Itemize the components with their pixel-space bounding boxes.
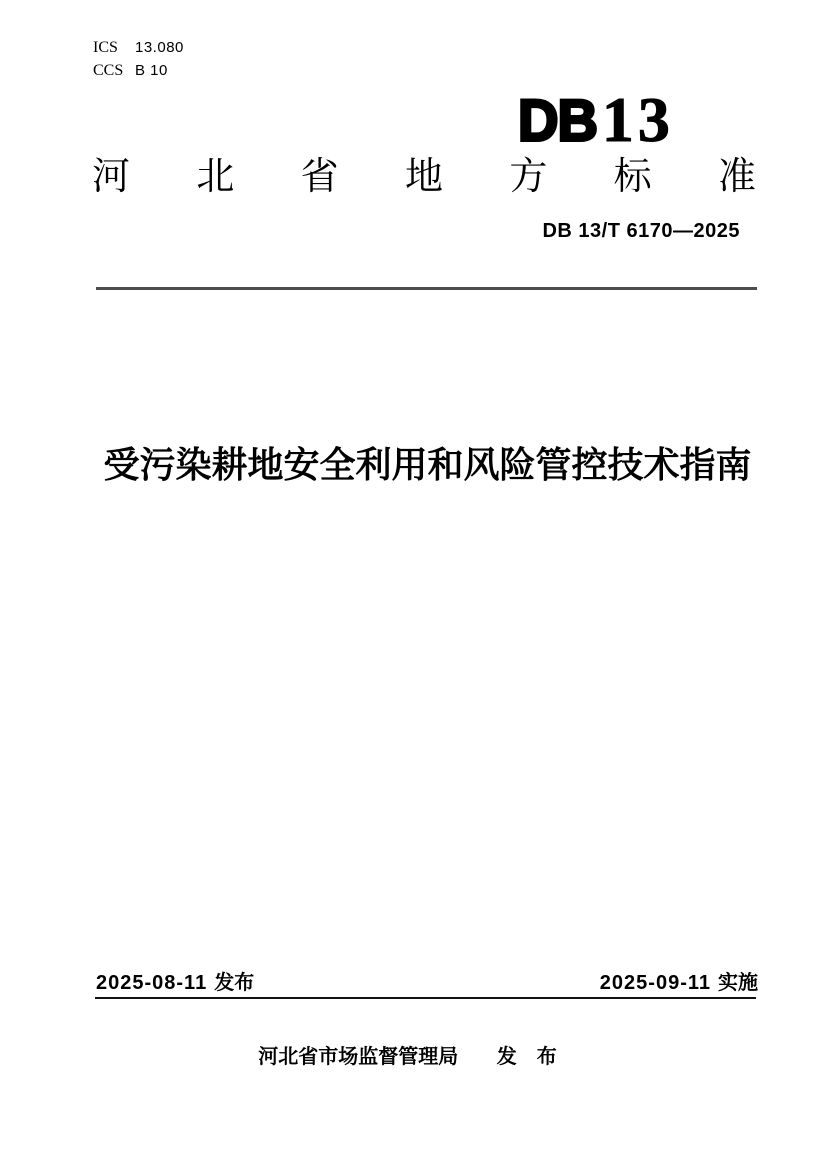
classification-block — [93, 36, 184, 82]
ccs-code: B 10 — [135, 62, 168, 79]
category-name-char: 河 — [92, 156, 131, 198]
implementation-label: 实施 — [718, 972, 758, 994]
implementation-date-group — [600, 971, 758, 995]
footer-divider — [95, 997, 756, 999]
category-name-char: 地 — [404, 156, 443, 198]
publisher-row — [0, 1045, 815, 1069]
ics-code: 13.080 — [135, 39, 184, 56]
category-name-char: 准 — [717, 156, 756, 198]
category-name-char: 方 — [509, 156, 548, 198]
implementation-date: 2025-09-11 — [599, 972, 711, 994]
ccs-label: CCS — [93, 62, 124, 79]
issue-date: 2025-08-11 — [96, 972, 208, 994]
standard-category-name — [92, 156, 756, 198]
dates-row — [96, 971, 758, 995]
ics-row — [93, 36, 184, 59]
standard-number: DB 13/T 6170—2025 — [542, 220, 740, 242]
issue-label: 发布 — [214, 972, 255, 994]
db-logo-prefix: DB — [518, 87, 597, 154]
header-divider — [96, 287, 757, 290]
category-name-char: 北 — [196, 156, 235, 198]
db-logo-region-number: 13 — [601, 84, 674, 155]
document-title: 受污染耕地安全利用和风险管控技术指南 — [103, 444, 752, 485]
release-label: 发 布 — [496, 1046, 557, 1068]
ics-label: ICS — [93, 39, 118, 56]
issue-date-group — [96, 971, 254, 995]
category-name-char: 省 — [300, 156, 339, 198]
ccs-row — [93, 59, 184, 82]
db13-logo — [518, 84, 674, 155]
publisher-name: 河北省市场监督管理局 — [258, 1046, 459, 1068]
category-name-char: 标 — [613, 156, 652, 198]
